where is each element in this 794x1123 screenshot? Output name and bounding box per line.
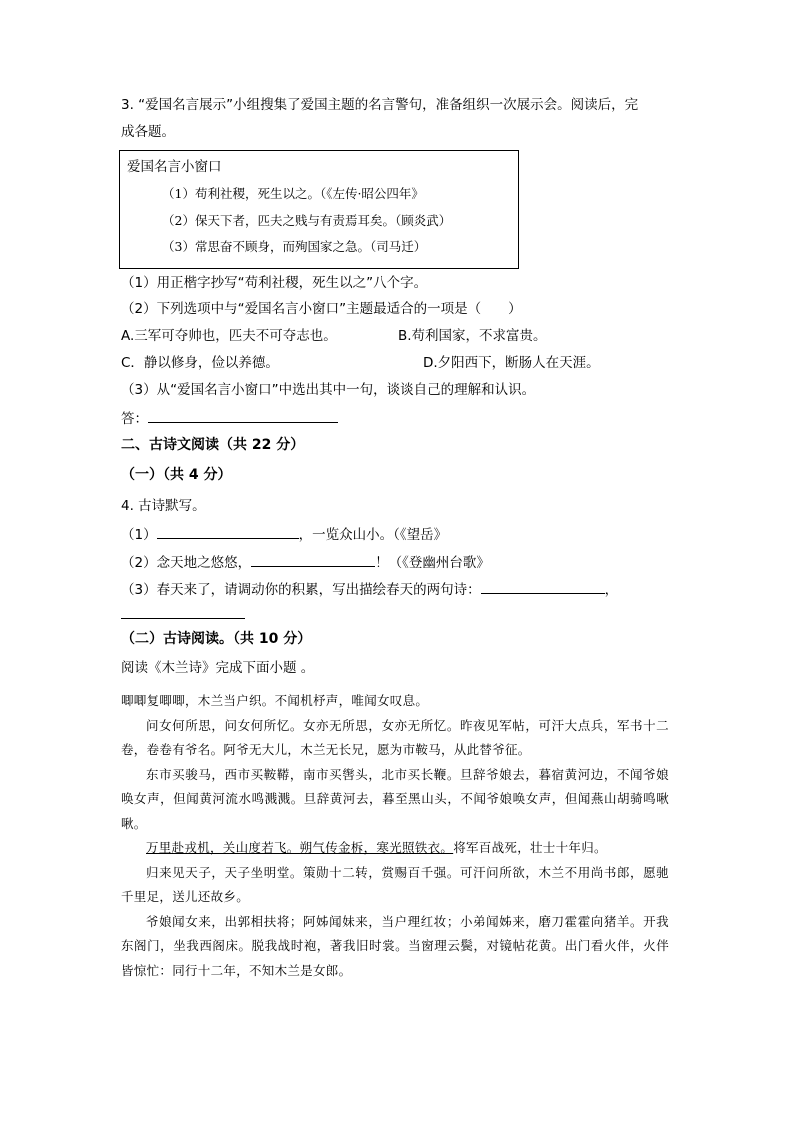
q4-3-line2 xyxy=(121,605,245,623)
q4-2-prefix: （2）念天地之悠悠， xyxy=(121,555,252,571)
answer-blank[interactable] xyxy=(148,409,338,423)
q4-3-blank-2[interactable] xyxy=(121,605,245,619)
poem-para-2: 问女何所思，问女何所忆。女亦无所思，女亦无所忆。昨夜见军帖，可汗大点兵，军书十二卷，卷卷有爷名。阿爷无大儿，木兰无长兄，愿为市鞍马，从此替爷征。 xyxy=(121,717,669,757)
poem-para-4-rest: 将军百战死，壮士十年归。 xyxy=(453,840,607,855)
q4-stem: 4. 古诗默写。 xyxy=(121,498,206,514)
poem-para-5: 归来见天子，天子坐明堂。策勋十二转，赏赐百千强。可汗问所欲，木兰不用尚书郎，愿驰千里足，送儿还故乡。 xyxy=(121,864,669,904)
q4-2-blank[interactable] xyxy=(251,553,375,567)
q4-1-prefix: （1） xyxy=(121,527,157,543)
q3-sub2: （2）下列选项中与“爱国名言小窗口”主题最适合的一项是（ ） xyxy=(121,301,522,317)
q4-1-blank[interactable] xyxy=(157,525,299,539)
poem-para-6: 爷娘闻女来，出郭相扶将；阿姊闻妹来，当户理红妆；小弟闻姊来，磨刀霍霍向猪羊。开我东阁门，坐我西阁床。脱我战时袍，著我旧时裳。当窗理云鬓，对镜帖花黄。出门看火伴，火伴皆惊忙：同行十二年，不知木兰是女郎。 xyxy=(121,913,669,978)
option-d: D.夕阳西下，断肠人在天涯。 xyxy=(423,355,600,371)
poem-para-4 xyxy=(121,836,669,861)
option-c: C．静以修身，俭以养德。 xyxy=(121,355,279,371)
quote-box-title: 爱国名言小窗口 xyxy=(127,159,222,175)
q4-3-blank-1[interactable] xyxy=(481,580,605,594)
poem-para-1: 唧唧复唧唧，木兰当户织。不闻机杼声，唯闻女叹息。 xyxy=(121,693,429,708)
q4-3-comma: ， xyxy=(604,582,619,598)
answer-line xyxy=(121,409,338,427)
part1-title: （一）（共 4 分） xyxy=(121,467,232,483)
q3-stem-line1: 3. “爱国名言展示”小组搜集了爱国主题的名言警句，准备组织一次展示会。阅读后，完 xyxy=(121,97,639,113)
part2-title: （二）古诗阅读。（共 10 分） xyxy=(121,631,312,647)
quote-2: （2）保天下者，匹夫之贱与有责焉耳矣。（顾炎武） xyxy=(162,213,452,228)
q4-3-text: （3）春天来了，请调动你的积累，写出描绘春天的两句诗： xyxy=(121,582,481,598)
q3-sub1: （1）用正楷字抄写“苟利社稷，死生以之”八个字。 xyxy=(121,275,428,291)
quote-3: （3）常思奋不顾身，而殉国家之急。（司马迁） xyxy=(162,239,427,254)
section2-title: 二、古诗文阅读（共 22 分） xyxy=(121,437,305,453)
q4-3 xyxy=(121,580,618,598)
quote-1: （1）苟利社稷，死生以之。（《左传·昭公四年》 xyxy=(162,186,424,201)
q4-1 xyxy=(121,525,447,543)
poem-text xyxy=(121,689,669,983)
reading-intro: 阅读《木兰诗》完成下面小题 。 xyxy=(121,660,315,676)
option-b: B.苟利国家，不求富贵。 xyxy=(398,328,547,344)
option-a: A.三军可夺帅也，匹夫不可夺志也。 xyxy=(121,328,337,344)
q4-1-suffix: ，一览众山小。（《望岳》 xyxy=(298,527,448,543)
q4-2 xyxy=(121,553,490,571)
poem-para-3: 东市买骏马，西市买鞍鞯，南市买辔头，北市买长鞭。旦辞爷娘去，暮宿黄河边，不闻爷娘唤女声，但闻黄河流水鸣溅溅。旦辞黄河去，暮至黑山头，不闻爷娘唤女声，但闻燕山胡骑鸣啾啾。 xyxy=(121,766,669,831)
poem-para-4-underlined: 万里赴戎机，关山度若飞。朔气传金柝，寒光照铁衣。 xyxy=(146,840,454,855)
q3-stem-line2: 成各题。 xyxy=(121,124,175,140)
q3-sub3: （3）从“爱国名言小窗口”中选出其中一句，谈谈自己的理解和认识。 xyxy=(121,382,536,398)
answer-label: 答： xyxy=(121,411,148,427)
q4-2-suffix: ！（《登幽州台歌》 xyxy=(375,555,490,571)
